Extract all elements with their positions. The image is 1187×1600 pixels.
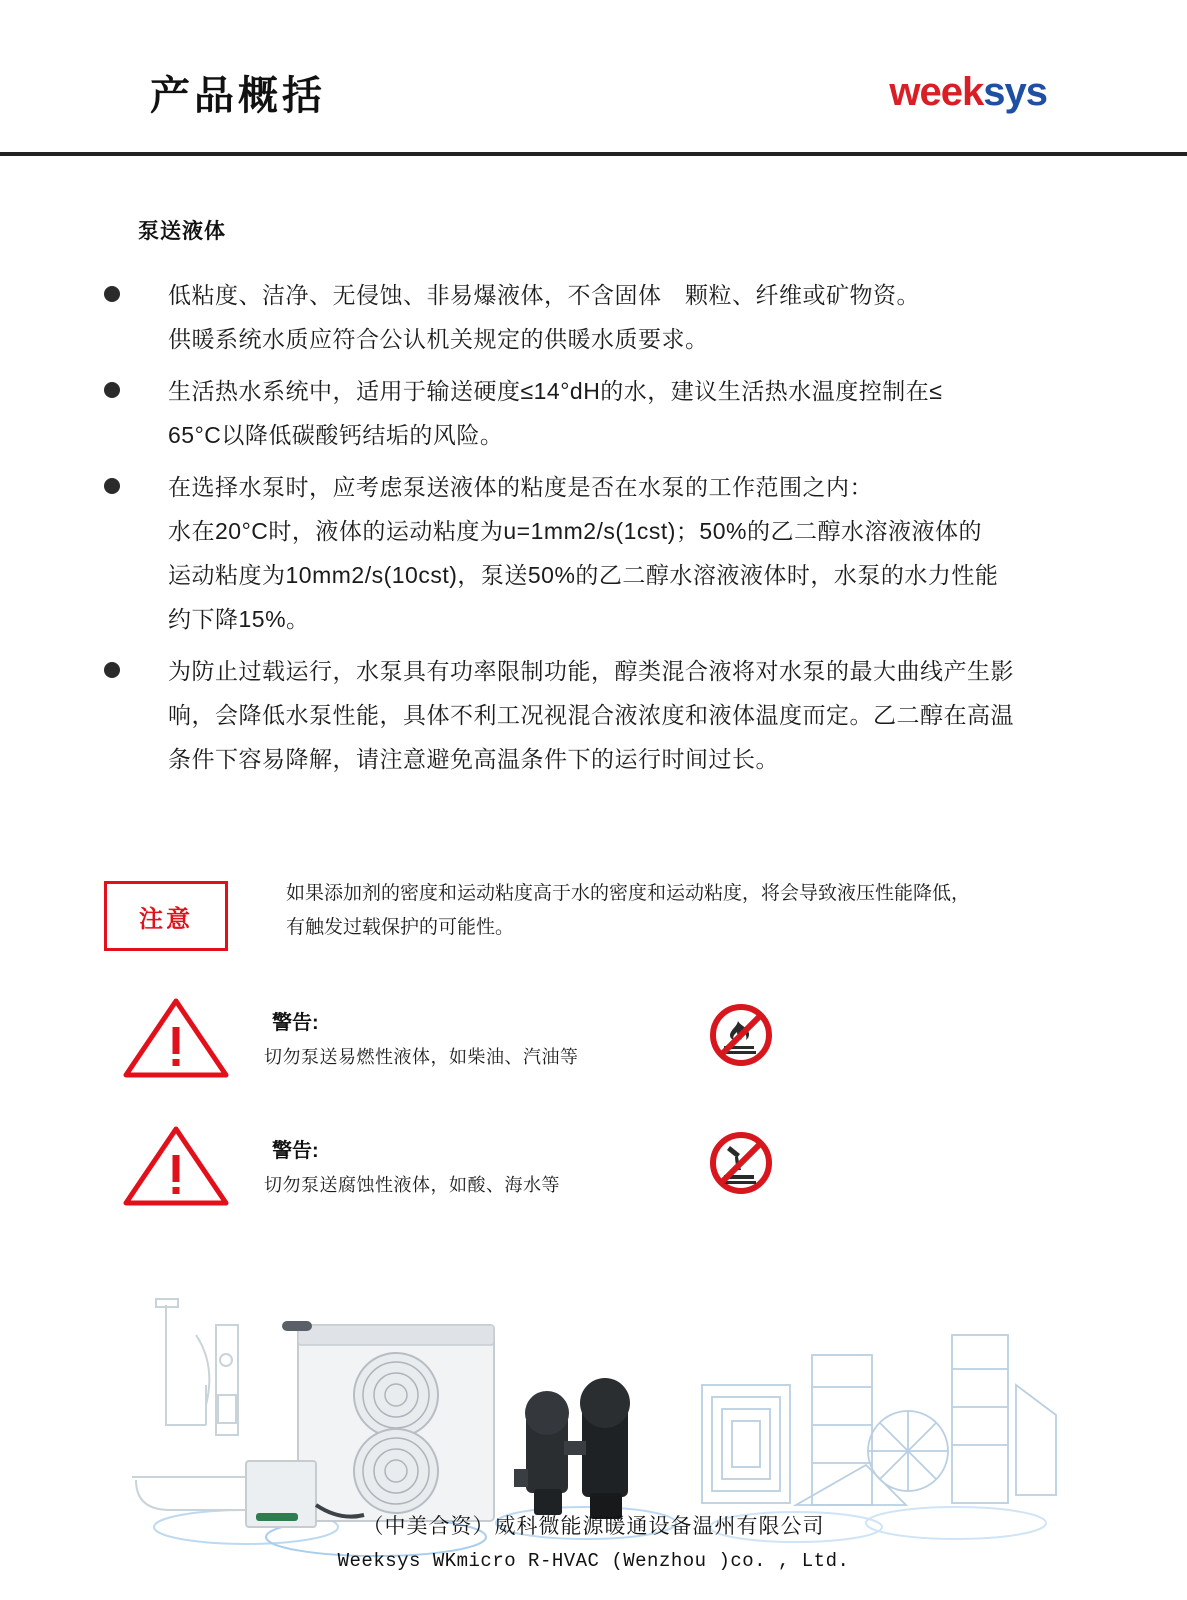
section-heading: 泵送液体 <box>138 220 226 243</box>
main-content <box>0 215 1187 1565</box>
page-title: 产品概括 <box>150 74 326 118</box>
notice-block <box>96 877 1091 951</box>
warning-triangle-icon <box>122 995 230 1079</box>
bullet-line: 生活热水系统中，适用于输送硬度≤14°dH的水，建议生活热水温度控制在≤ <box>168 378 943 404</box>
list-item <box>96 465 1091 641</box>
list-item <box>96 369 1091 457</box>
list-item <box>96 649 1091 781</box>
bullet-line: 为防止过载运行，水泵具有功率限制功能，醇类混合液将对水泵的最大曲线产生影 <box>168 658 1014 684</box>
no-corrosive-liquid-icon <box>708 1130 774 1201</box>
warning-body <box>264 1006 684 1069</box>
warning-row <box>96 995 1091 1079</box>
page-footer <box>0 1510 1187 1572</box>
list-item <box>96 273 1091 361</box>
footer-company-cn: （中美合资）威科微能源暖通设备温州有限公司 <box>362 1515 825 1538</box>
notice-line: 有触发过载保护的可能性。 <box>286 917 515 938</box>
no-flammable-liquid-icon <box>708 1002 774 1073</box>
bullet-line: 运动粘度为10mm2/s(10cst)，泵送50%的乙二醇水溶液液体时，水泵的水力性能 <box>168 562 999 588</box>
notice-line: 如果添加剂的密度和运动粘度高于水的密度和运动粘度，将会导致液压性能降低， <box>286 883 971 904</box>
warning-triangle-icon <box>122 1123 230 1207</box>
bullet-line: 供暖系统水质应符合公认机关规定的供暖水质要求。 <box>168 326 709 352</box>
brand-logo <box>889 72 1047 112</box>
footer-company-en: Weeksys WKmicro R-HVAC (Wenzhou )co. , Ltd. <box>337 1550 850 1572</box>
header-divider <box>0 152 1187 156</box>
brand-logo-week: week <box>889 70 984 114</box>
bullet-line: 条件下容易降解，请注意避免高温条件下的运行时间过长。 <box>168 746 779 772</box>
warning-row <box>96 1123 1091 1207</box>
warning-title: 警告: <box>272 1011 319 1034</box>
warning-description: 切勿泵送易燃性液体，如柴油、汽油等 <box>264 1046 579 1067</box>
page-header <box>0 0 1187 155</box>
bullet-line: 响，会降低水泵性能，具体不利工况视混合液浓度和液体温度而定。乙二醇在高温 <box>168 702 1014 728</box>
brand-logo-sys: sys <box>983 70 1047 114</box>
bullet-line: 低粘度、洁净、无侵蚀、非易爆液体，不含固体 颗粒、纤维或矿物资。 <box>168 282 920 308</box>
warning-description: 切勿泵送腐蚀性液体，如酸、海水等 <box>264 1174 560 1195</box>
warning-body <box>264 1134 684 1197</box>
notice-badge: 注意 <box>104 881 228 951</box>
bullet-line: 约下降15%。 <box>168 606 310 632</box>
bullet-list <box>96 273 1091 781</box>
bullet-line: 在选择水泵时，应考虑泵送液体的粘度是否在水泵的工作范围之内： <box>168 474 873 500</box>
bullet-line: 水在20°C时，液体的运动粘度为u=1mm2/s(1cst)；50%的乙二醇水溶液液体的 <box>168 518 982 544</box>
bullet-line: 65°C以降低碳酸钙结垢的风险。 <box>168 422 504 448</box>
warning-title: 警告: <box>272 1139 319 1162</box>
notice-text <box>286 877 970 945</box>
